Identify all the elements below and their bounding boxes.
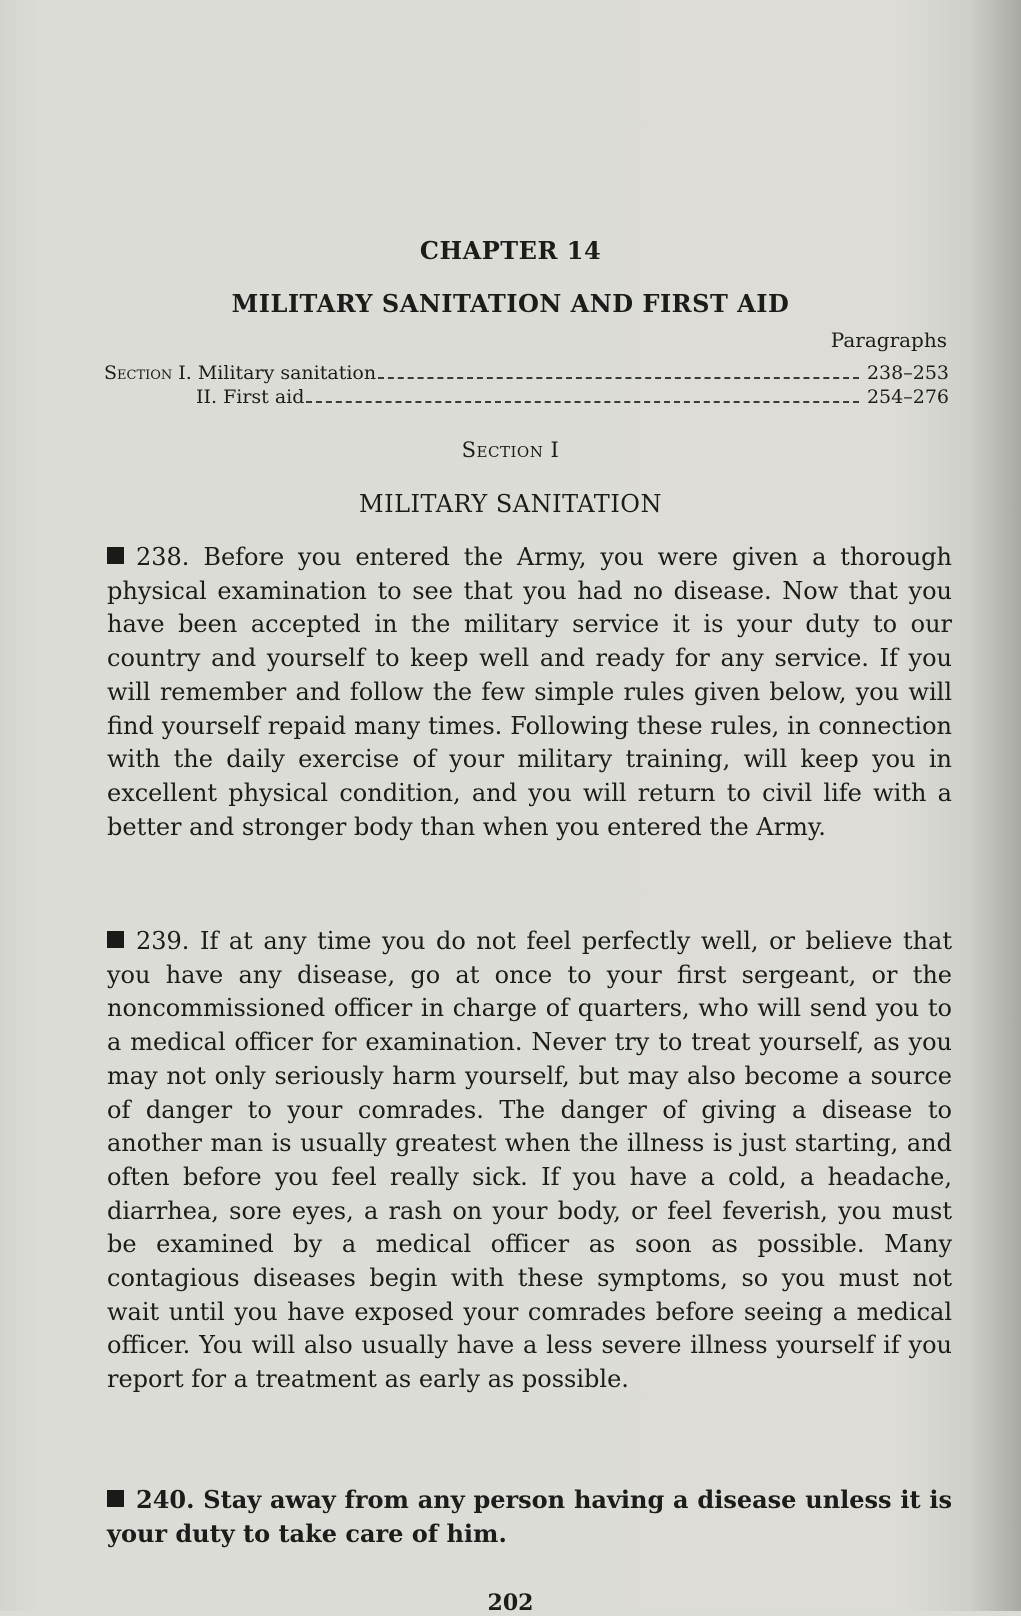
section-title: MILITARY SANITATION [359, 490, 662, 518]
paragraph-text: If at any time you do not feel perfectly well, or believe that you have any disease, go at once to your first sergeant, or the noncommissioned officer in charge of quarters, who will send you to a medical officer for examination. Never try to treat yourself, as you may not only seriously harm yourself, but may also become a source of danger to your comrades. The danger of giving a disease to another man is usually greatest when the illness is just starting, and often before you feel really sick. If you have a cold, a headache, diarrhea, sore eyes, a rash on your body, or feel feverish, you must be examined by a medical officer as soon as possible. Many contagious diseases begin with these symptoms, so you must not wait until you have exposed your comrades before seeing a medical officer. You will also usually have a less severe illness yourself if you report for a treatment as early as possible. [107, 927, 952, 1394]
toc-paragraphs-header: Paragraphs [830, 328, 947, 352]
toc-section-title: Military sanitation [197, 362, 377, 384]
paragraph-marker-icon [107, 547, 124, 564]
toc-leader-dots [306, 400, 859, 403]
paragraph-marker-icon [107, 1490, 124, 1507]
toc-section-number: I. [178, 362, 192, 384]
toc-paragraph-range: 254–276 [866, 386, 949, 408]
page-number: 202 [487, 1590, 534, 1616]
toc-paragraph-range: 238–253 [866, 362, 949, 384]
toc-row-section-1 [104, 360, 949, 384]
toc-section-number: II. [196, 386, 218, 408]
paragraph-number: 239. [136, 927, 190, 955]
paragraph-239 [107, 925, 952, 1397]
paragraph-238 [107, 541, 952, 844]
toc-section-title: First aid [223, 386, 305, 408]
paragraph-number: 238. [136, 543, 190, 571]
paragraph-number: 240. [136, 1485, 195, 1514]
section-heading: Section I [461, 438, 560, 462]
toc-row-section-2 [196, 384, 949, 408]
toc-section-label: Section [104, 362, 173, 384]
chapter-subtitle: MILITARY SANITATION AND FIRST AID [231, 289, 790, 318]
paragraph-240 [107, 1483, 952, 1550]
toc-leader-dots [378, 376, 859, 379]
paragraph-text: Stay away from any person having a disease unless it is your duty to take care of him. [107, 1485, 953, 1548]
paragraph-marker-icon [107, 931, 124, 948]
chapter-title: CHAPTER 14 [419, 236, 602, 265]
paragraph-text: Before you entered the Army, you were given a thorough physical examination to see that you had no disease. Now that you have been accepted in the military service it is your duty to our country and yourself to keep well and ready for any service. If you will remember and follow the few simple rules given below, you will find yourself repaid many times. Following these rules, in connection with the daily exercise of your military training, will keep you in excellent physical condition, and you will return to civil life with a better and stronger body than when you entered the Army. [107, 543, 952, 841]
